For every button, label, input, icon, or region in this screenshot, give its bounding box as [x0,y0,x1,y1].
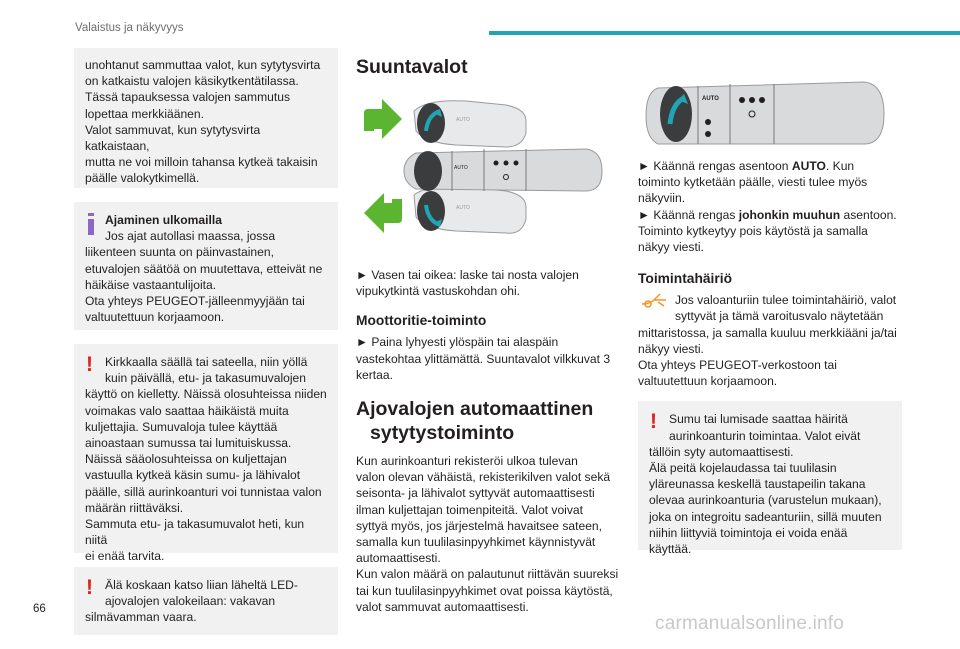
page-number: 66 [33,603,46,615]
text-run: ► Käännä rengas asentoon [638,159,792,173]
malfunction-text: mittaristossa, ja samalla kuuluu merkkiääni ja/tai [638,325,897,340]
light-sensor-warning-icon [640,292,670,314]
info-line: valtuutettuun korjaamoon. [85,310,225,325]
watermark: carmanualsonline.info [655,613,845,634]
malfunction-block [638,292,902,389]
column-right [638,78,902,564]
info-box-title: Ajaminen ulkomailla [105,213,222,227]
ring-auto-text [638,158,902,174]
stalk-auto-label-top: AUTO [456,117,470,123]
info-icon [86,213,96,239]
info-line: Jos ajat autollasi maassa, jossa [105,229,276,244]
warning-line: silmävamman vaara. [85,610,197,625]
motorway-text: ► Paina lyhyesti ylöspäin tai alaspäin [356,335,559,350]
stalk-illustration [356,91,622,253]
warning-line: päälle, sillä aurinkoanturi voi tunnistaa valon [85,484,322,499]
heading-line: Ajovalojen automaattinen [356,398,594,421]
warning-line: joka on integroitu sadeanturiin, sillä muuten [649,509,882,524]
motorway-text: kertaa. [356,367,393,382]
note-box-lights-off [74,48,338,188]
motorway-text: vastekohtaa ylittämättä. Suuntavalot vilkkuvat 3 [356,351,611,366]
warning-box-led [74,567,338,635]
text-run: . Kun [825,159,855,173]
stalk-auto-label-bottom: AUTO [456,205,470,211]
ring-auto-label: AUTO [702,96,719,102]
warning-line: ajovalojen valokeilaan: vakavan [105,594,276,609]
warning-line: ei enää tarvita. [85,549,165,564]
warning-line: määrän riittäväksi. [85,500,184,515]
warning-line: ainoastaan sumussa tai lumituiskussa. [85,436,292,451]
ring-auto-text: näkyviin. [638,191,686,206]
auto-lights-text: tai kun tuulilasinpyyhkimet ovat poissa käytöstä, [356,583,613,598]
warning-line: voimakas valo saattaa häikäistä muita [85,403,289,418]
warning-line: Näissä sääolosuhteissa on kuljettajan [85,452,287,467]
auto-lights-text: seisonta- ja lähivalot syttyvät automaattisesti [356,486,595,501]
note-line: Tässä tapauksessa valojen sammutus [85,90,291,105]
warning-exclamation-icon: ! [86,576,93,599]
warning-line: vastuulla kytkeä käsin sumu- ja lähivalot [85,468,301,483]
info-line: häikäise vastaantulijoita. [85,277,217,292]
ring-auto-text: toiminto kytketään päälle, viesti tulee myös [638,175,868,190]
auto-lights-text: ilman kuljettajan toimenpiteitä. Valot voivat [356,502,583,517]
warning-line: yläreunassa keskellä taustapeilin takana [649,477,866,492]
heading-motorway-function: Moottoritie-toiminto [356,313,487,329]
column-middle [356,56,622,615]
running-header: Valaistus ja näkyvyys [75,22,184,34]
text-run-bold: AUTO [791,159,826,173]
heading-malfunction: Toimintahäiriö [638,271,733,287]
header-accent-bar [489,31,960,35]
auto-lights-text: Kun valon määrä on palautunut riittävän suureksi [356,567,619,582]
warning-exclamation-icon: ! [650,410,657,434]
warning-line: Sammuta etu- ja takasumuvalot heti, kun niitä [85,517,305,548]
note-line: on katkaistu valojen käsikytkentätilassa. [85,74,299,89]
warning-line: Älä koskaan katso liian läheltä LED- [105,578,298,592]
malfunction-text: näkyy viesti. [638,341,704,356]
auto-lights-text: Kun aurinkoanturi rekisteröi ulkoa tulevan [356,454,578,469]
note-line: päälle valokytkimellä. [85,171,200,186]
info-line: liikenteen suunta on päinvastainen, [85,245,274,260]
arrow-down-left-icon [364,193,402,233]
heading-line: sytytystoiminto [370,422,515,445]
warning-line: Sumu tai lumisade saattaa häiritä [669,412,848,427]
warning-line: olevaa aurinkoanturia (varustelun mukaan), [649,493,882,508]
heading-automatic-headlamps [356,397,622,445]
stalk-auto-label: AUTO [454,165,468,171]
text-run: ► Käännä rengas [638,207,739,222]
turn-signal-text: vipukytkintä vastuskohdan ohi. [356,284,521,299]
note-line: unohtanut sammuttaa valot, kun sytytysvirta [85,58,321,72]
ring-other-text: näkyy viesti. [638,240,704,255]
turn-signal-text: ► Vasen tai oikea: laske tai nosta valojen [356,268,579,282]
auto-lights-text: automaattisesti. [356,551,441,566]
warning-line: aurinkoanturin toimintaa. Valot eivät [669,428,861,443]
heading-turn-signals: Suuntavalot [356,56,468,78]
ring-other-text: Toiminto kytkeytyy pois käytöstä ja samalla [638,223,868,238]
warning-line: tällöin syty automaattisesti. [649,444,794,459]
note-line: Valot sammuvat, kun sytytysvirta katkaistaan, [85,122,261,154]
info-line: Ota yhteys PEUGEOT-jälleenmyyjään tai [85,294,305,309]
malfunction-text: Ota yhteys PEUGEOT-verkostoon tai [638,358,837,373]
info-line: etuvalojen säätöä on muutettava, etteivät ne [85,261,323,276]
info-box-driving-abroad [74,202,338,330]
figure-light-ring [638,78,902,150]
warning-box-sensor [638,401,902,557]
warning-line: kuljettajia. Sumuvaloja tulee käyttää [85,419,278,434]
auto-lights-text: valon olevan vähäistä, rekisterikilven valot sekä [356,470,611,485]
malfunction-text: valtuutettuun korjaamoon. [638,374,778,389]
warning-box-fog-lights [74,344,338,564]
warning-line: Kirkkaalla säällä tai sateella, niin yöllä [105,355,308,369]
warning-line: Älä peitä kojelaudassa tai tuulilasin [649,461,837,476]
warning-line: niihin liittyviä toimintoja ei voida enää käyttää. [649,525,848,557]
ring-other-text [638,207,902,223]
warning-line: käyttö on kielletty. Näissä olosuhteissa niiden [85,387,327,402]
auto-lights-text: valot sammuvat automaattisesti. [356,599,529,614]
auto-lights-text: syttyä myös, jos järjestelmä havaitsee sateen, [356,518,603,533]
auto-lights-text: samalla kun tuulilasinpyyhkimet käynnistyvät [356,535,596,550]
note-line: mutta ne voi milloin tahansa kytkeä takaisin [85,155,318,170]
warning-exclamation-icon: ! [86,353,93,376]
malfunction-text: syttyvät ja tämä varoitusvalo näytetään [675,309,884,324]
ring-illustration [638,78,902,150]
text-run: asentoon. [840,207,897,222]
malfunction-text: Jos valoanturiin tulee toimintahäiriö, valot [675,293,897,308]
text-run-bold: johonkin muuhun [738,207,841,222]
figure-turn-signal-stalk [356,91,622,253]
arrow-up-right-icon [364,99,402,139]
column-left [74,48,338,649]
note-line: lopettaa merkkiäänen. [85,106,204,121]
warning-line: kuin päivällä, etu- ja takasumuvalojen [105,371,307,386]
